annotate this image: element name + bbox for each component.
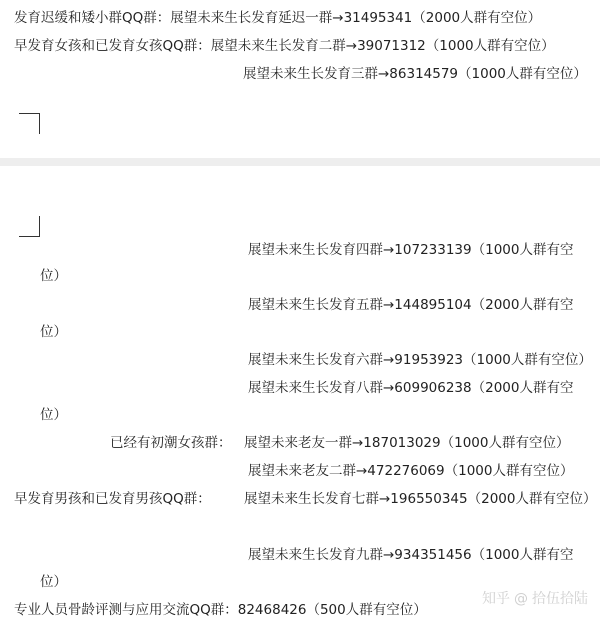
text-line: 展望未来老友一群→187013029（1000人群有空位）	[244, 435, 570, 451]
page-corner-mark	[19, 216, 40, 237]
text-line: 展望未来生长发育九群→934351456（1000人群有空	[248, 547, 574, 563]
text-line: 位）	[40, 407, 67, 423]
text-line: 展望未来生长发育七群→196550345（2000人群有空位）	[244, 491, 597, 507]
text-line: 位）	[40, 324, 67, 340]
zhihu-watermark	[482, 592, 588, 606]
text-line: 早发育女孩和已发育女孩QQ群：展望未来生长发育二群→39071312（1000人群有空位）	[14, 38, 555, 54]
text-line: 已经有初潮女孩群：	[110, 435, 232, 451]
text-line: 展望未来老友二群→472276069（1000人群有空位）	[248, 463, 574, 479]
text-line: 展望未来生长发育四群→107233139（1000人群有空	[248, 242, 574, 258]
text-line: 发育迟缓和矮小群QQ群：展望未来生长发育延迟一群→31495341（2000人群有空位）	[14, 10, 542, 26]
text-line: 展望未来生长发育五群→144895104（2000人群有空	[248, 297, 574, 313]
text-line: 位）	[40, 574, 67, 590]
watermark-separator: @	[514, 591, 528, 607]
text-line: 专业人员骨龄评测与应用交流QQ群：82468426（500人群有空位）	[14, 602, 427, 618]
page-separator	[0, 158, 600, 166]
watermark-site: 知乎	[482, 591, 510, 607]
text-line: 展望未来生长发育三群→86314579（1000人群有空位）	[243, 66, 587, 82]
text-line: 展望未来生长发育六群→91953923（1000人群有空位）	[248, 352, 592, 368]
page-corner-mark	[19, 113, 40, 134]
text-line: 早发育男孩和已发育男孩QQ群：	[14, 491, 211, 507]
watermark-author: 拾伍拾陆	[532, 591, 588, 607]
text-line: 展望未来生长发育八群→609906238（2000人群有空	[248, 380, 574, 396]
text-line: 位）	[40, 268, 67, 284]
